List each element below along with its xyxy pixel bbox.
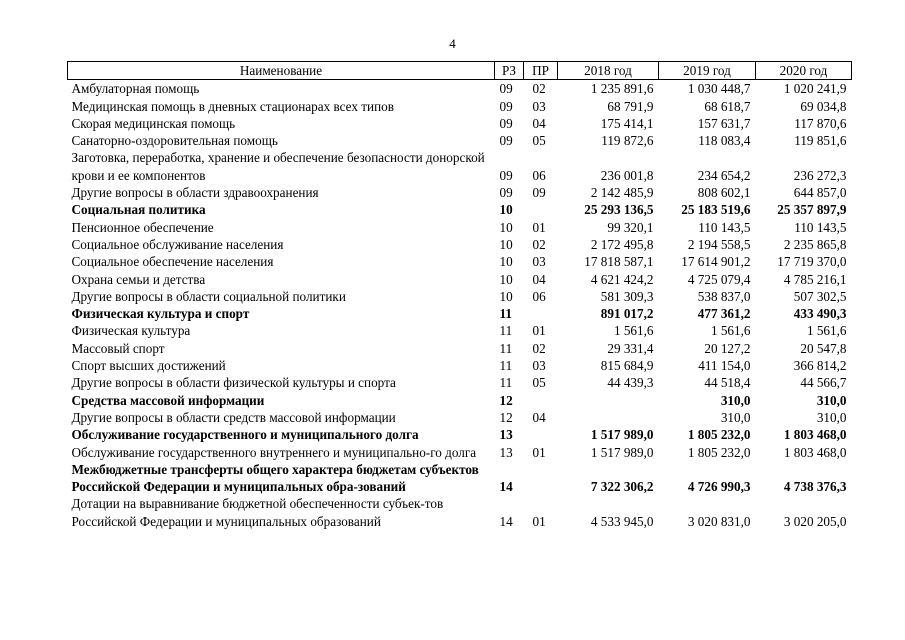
row-value-2019: 20 127,2 [704,340,751,356]
row-value-2018: 4 621 424,2 [590,271,654,287]
row-name: Амбулаторная помощь [71,81,200,97]
row-pr: 01 [532,513,546,529]
table-row [68,253,852,270]
row-pr: 02 [532,236,546,252]
row-name: Пенсионное обеспечение [71,219,214,235]
row-value-2018: 29 331,4 [607,340,654,356]
row-rz: 09 [499,115,513,131]
row-name: Физическая культура [71,323,191,339]
row-value-2019: 68 618,7 [704,98,751,114]
row-value-2020: 2 235 865,8 [783,236,847,252]
table-row [68,461,852,496]
row-rz: 10 [499,254,513,270]
row-pr: 04 [532,115,546,131]
row-value-2019: 1 561,6 [710,323,751,339]
row-value-2019: 4 725 079,4 [687,271,751,287]
row-rz: 10 [499,202,513,218]
row-name: Заготовка, переработка, хранение и обеспечение безопасности донорской крови и ее компонентов [71,150,485,183]
header-rz: РЗ [495,62,524,80]
table-row [68,115,852,132]
row-value-2018: 119 872,6 [601,133,654,149]
row-value-2020: 366 814,2 [793,358,847,374]
row-value-2018: 175 414,1 [600,115,654,131]
table-row [68,357,852,374]
header-2018: 2018 год [558,62,659,80]
row-name: Другие вопросы в области социальной политики [71,288,346,304]
row-pr: 06 [532,288,546,304]
row-value-2020: 1 803 468,0 [783,444,847,460]
row-value-2020: 644 857,0 [793,185,847,201]
row-rz: 09 [499,98,513,114]
row-value-2020: 310,0 [816,409,847,425]
table-row [68,201,852,218]
table-header-row [68,62,852,80]
row-value-2018: 1 235 891,6 [590,81,654,97]
row-rz: 12 [499,409,513,425]
header-2019: 2019 год [659,62,756,80]
row-pr: 05 [532,375,546,391]
row-value-2020: 1 803 468,0 [783,427,847,443]
header-2020: 2020 год [756,62,852,80]
table-row [68,392,852,409]
row-value-2020: 236 272,3 [793,167,847,183]
row-value-2018: 7 322 306,2 [590,479,654,495]
row-name: Социальное обеспечение населения [71,254,274,270]
table-row [68,288,852,305]
budget-table [67,61,852,530]
row-rz: 09 [499,185,513,201]
table-row [68,98,852,115]
row-rz: 14 [499,479,513,495]
row-value-2020: 25 357 897,9 [777,202,847,218]
row-value-2018: 1 517 989,0 [590,427,654,443]
row-pr: 09 [532,185,546,201]
row-rz: 14 [499,513,513,529]
row-name: Обслуживание государственного внутреннего и муниципально-го долга [71,444,477,460]
row-pr [524,201,558,218]
row-rz: 10 [499,219,513,235]
row-name: Физическая культура и спорт [71,306,250,322]
row-value-2019: 234 654,2 [697,167,751,183]
row-value-2019: 477 361,2 [697,306,751,322]
row-value-2020: 310,0 [816,392,847,408]
row-value-2020: 110 143,5 [794,219,847,235]
row-rz: 10 [499,236,513,252]
row-value-2019: 1 805 232,0 [687,427,751,443]
row-value-2019: 1 805 232,0 [687,444,751,460]
row-value-2018: 17 818 587,1 [584,254,654,270]
table-row [68,132,852,149]
row-value-2020: 69 034,8 [800,98,847,114]
row-pr [524,305,558,322]
row-value-2018: 1 517 989,0 [590,444,654,460]
row-value-2018: 68 791,9 [607,98,654,114]
row-value-2018: 99 320,1 [607,219,654,235]
row-pr [524,392,558,409]
row-name: Скорая медицинская помощь [71,115,236,131]
row-name: Социальное обслуживание населения [71,236,284,252]
row-pr: 05 [532,133,546,149]
row-rz: 10 [499,271,513,287]
table-row [68,80,852,98]
row-name: Дотации на выравнивание бюджетной обеспеченности субъек-тов Российской Федерации и муниципальных образований [71,496,444,529]
row-rz: 11 [499,340,513,356]
row-value-2019: 538 837,0 [697,288,751,304]
row-value-2018: 815 684,9 [600,358,654,374]
row-rz: 11 [499,306,512,322]
row-value-2020: 117 870,6 [794,115,847,131]
row-name: Средства массовой информации [71,392,265,408]
row-value-2019: 2 194 558,5 [687,236,751,252]
row-name: Спорт высших достижений [71,358,226,374]
table-row [68,149,852,184]
row-value-2018: 891 017,2 [600,306,654,322]
table-row [68,184,852,201]
row-value-2019: 118 083,4 [698,133,751,149]
row-pr: 02 [532,340,546,356]
row-pr: 03 [532,254,546,270]
row-pr: 04 [532,271,546,287]
table-row [68,219,852,236]
row-name: Другие вопросы в области здравоохранения [71,185,319,201]
row-value-2019: 157 631,7 [697,115,751,131]
header-name: Наименование [68,62,495,80]
row-name: Обслуживание государственного и муниципального долга [71,427,419,443]
row-value-2020: 433 490,3 [793,306,847,322]
row-value-2019: 411 154,0 [698,358,751,374]
row-name: Другие вопросы в области физической культуры и спорта [71,375,396,391]
header-pr: ПР [524,62,558,80]
row-rz: 10 [499,288,513,304]
row-value-2019: 310,0 [720,392,751,408]
table-row [68,409,852,426]
row-value-2018 [558,392,659,409]
row-name: Охрана семьи и детства [71,271,206,287]
row-value-2019: 310,0 [720,409,751,425]
row-value-2020: 507 302,5 [793,288,847,304]
page-number: 4 [449,36,456,51]
row-value-2018: 1 561,6 [613,323,654,339]
row-value-2019: 808 602,1 [697,185,751,201]
row-value-2019: 25 183 519,6 [681,202,751,218]
row-pr: 01 [532,444,546,460]
row-value-2019: 44 518,4 [704,375,751,391]
table-row [68,305,852,322]
row-value-2020: 44 566,7 [800,375,847,391]
row-name: Социальная политика [71,202,206,218]
row-value-2018: 2 142 485,9 [590,185,654,201]
row-pr: 06 [532,167,546,183]
row-pr: 03 [532,98,546,114]
row-rz: 11 [499,323,513,339]
row-rz: 09 [499,167,513,183]
row-value-2019: 17 614 901,2 [681,254,751,270]
row-pr: 04 [532,409,546,425]
row-name: Межбюджетные трансферты общего характера бюджетам субъектов Российской Федерации и муниципальных обра-зований [71,461,479,495]
row-value-2020: 20 547,8 [800,340,847,356]
row-value-2020: 1 561,6 [806,323,847,339]
table-row [68,374,852,391]
row-value-2019: 1 030 448,7 [687,81,751,97]
row-rz: 13 [499,444,513,460]
table-row [68,426,852,443]
row-name: Массовый спорт [71,340,165,356]
row-pr: 03 [532,358,546,374]
row-name: Другие вопросы в области средств массовой информации [71,409,396,425]
row-value-2018: 2 172 495,8 [590,236,654,252]
row-name: Санаторно-оздоровительная помощь [71,133,278,149]
row-rz: 09 [499,133,513,149]
table-row [68,444,852,461]
row-value-2020: 1 020 241,9 [783,81,847,97]
row-rz: 11 [499,358,513,374]
table-body [68,80,852,530]
row-value-2019: 110 143,5 [698,219,751,235]
table-row [68,495,852,530]
row-value-2019: 3 020 831,0 [687,513,751,529]
row-name: Медицинская помощь в дневных стационарах всех типов [71,98,394,114]
row-pr [524,461,558,496]
table-row [68,236,852,253]
table-row [68,271,852,288]
row-value-2018: 44 439,3 [607,375,654,391]
row-rz: 12 [499,392,513,408]
row-value-2020: 119 851,6 [794,133,847,149]
row-value-2018: 25 293 136,5 [584,202,654,218]
row-value-2020: 17 719 370,0 [777,254,847,270]
table-row [68,340,852,357]
row-pr: 02 [532,81,546,97]
row-value-2018: 236 001,8 [600,167,654,183]
row-value-2018: 581 309,3 [600,288,654,304]
row-value-2020: 4 738 376,3 [783,479,847,495]
row-pr [524,426,558,443]
table-row [68,322,852,339]
row-value-2018 [558,409,659,426]
row-rz: 13 [499,427,513,443]
row-value-2020: 3 020 205,0 [783,513,847,529]
row-value-2020: 4 785 216,1 [783,271,847,287]
row-value-2019: 4 726 990,3 [687,479,751,495]
row-pr: 01 [532,219,546,235]
row-rz: 11 [499,375,513,391]
row-pr: 01 [532,323,546,339]
row-value-2018: 4 533 945,0 [590,513,654,529]
row-rz: 09 [499,81,513,97]
